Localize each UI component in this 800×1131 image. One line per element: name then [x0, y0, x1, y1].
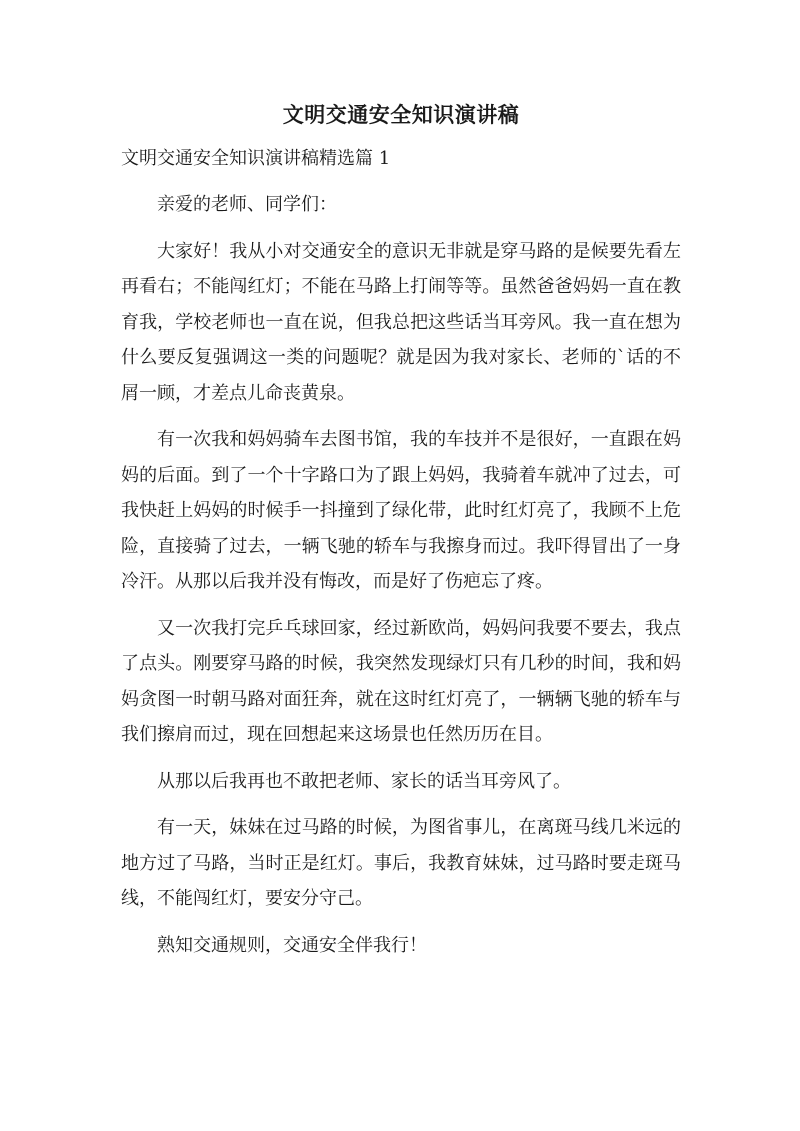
document-body [121, 100, 681, 974]
document-title: 文明交通安全知识演讲稿 [282, 102, 520, 127]
paragraph: 有一天，妹妹在过马路的时候，为图省事儿，在离斑马线几米远的地方过了马路，当时正是红灯。事后，我教育妹妹，过马路时要走斑马线，不能闯红灯，要安分守己。 [121, 817, 681, 909]
paragraph-closing: 熟知交通规则，交通安全伴我行！ [157, 934, 427, 956]
paragraph: 有一次我和妈妈骑车去图书馆，我的车技并不是很好，一直跟在妈妈的后面。到了一个十字路口为了跟上妈妈，我骑着车就冲了过去，可我快赶上妈妈的时候手一抖撞到了绿化带，此时红灯亮了，我顾不上危险，直接骑了过去，一辆飞驰的轿车与我擦身而过。我吓得冒出了一身冷汗。从那以后我并没有悔改，而是好了伤疤忘了疼。 [121, 429, 681, 592]
paragraph-greeting: 亲爱的老师、同学们： [157, 194, 337, 215]
paragraph: 大家好！我从小对交通安全的意识无非就是穿马路的是候要先看左再看右；不能闯红灯；不能在马路上打闹等等。虽然爸爸妈妈一直在教育我，学校老师也一直在说，但我总把这些话当耳旁风。我一直在想为什么要反复强调这一类的问题呢？就是因为我对家长、老师的`话的不屑一顾，才差点儿命丧黄泉。 [121, 240, 681, 404]
paragraph: 又一次我打完乒乓球回家，经过新欧尚，妈妈问我要不要去，我点了点头。刚要穿马路的时候，我突然发现绿灯只有几秒的时间，我和妈妈贪图一时朝马路对面狂奔，就在这时红灯亮了，一辆辆飞驰的轿车与我们擦肩而过，现在回想起来这场景也任然历历在目。 [121, 617, 681, 745]
paragraph: 从那以后我再也不敢把老师、家长的话当耳旁风了。 [157, 770, 571, 792]
document-subtitle: 文明交通安全知识演讲稿精选篇 1 [121, 148, 391, 169]
